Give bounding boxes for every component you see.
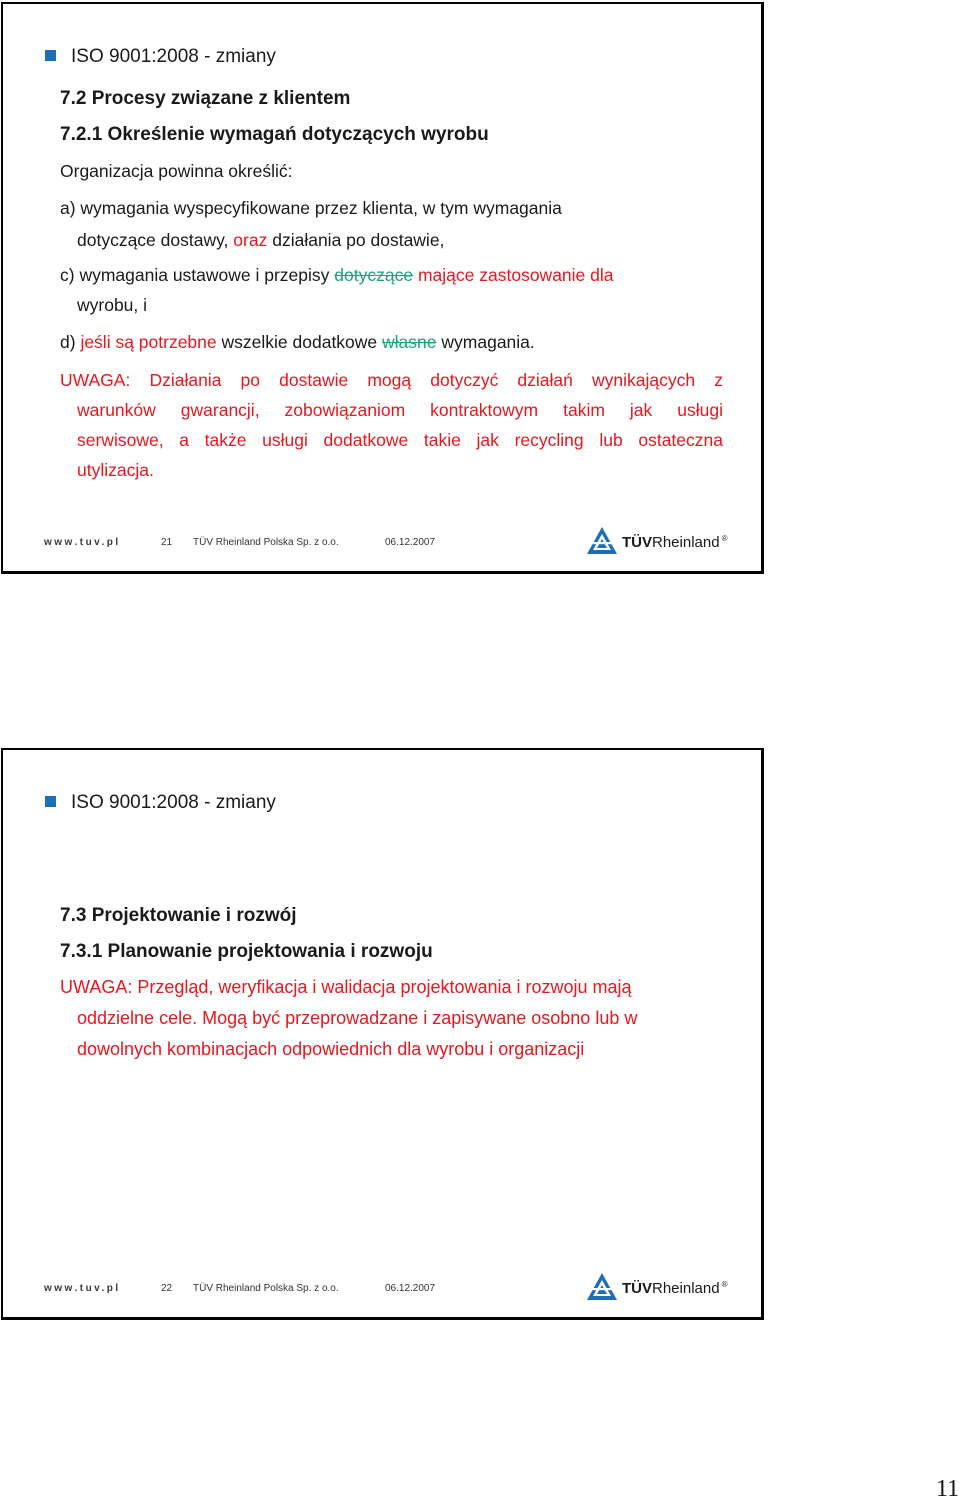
square-bullet-icon bbox=[45, 796, 56, 807]
slide-22 bbox=[1, 748, 764, 1320]
footer-page-number: 22 bbox=[161, 1283, 173, 1294]
logo-text: TÜVRheinland ® bbox=[622, 1280, 728, 1297]
note-line4: utylizacja. bbox=[77, 460, 154, 480]
footer-page-number: 21 bbox=[161, 537, 173, 548]
item-d: d) jeśli są potrzebne wszelkie dodatkowe własne wymagania. bbox=[60, 332, 535, 352]
slide-21 bbox=[1, 2, 764, 574]
item-c-line2: wyrobu, i bbox=[77, 295, 148, 315]
footer-date: 06.12.2007 bbox=[385, 537, 436, 548]
footer-website: www.tuv.pl bbox=[44, 537, 121, 548]
tuv-logo bbox=[586, 526, 736, 556]
intro-text: Organizacja powinna określić: bbox=[60, 161, 293, 181]
note-line3: dowolnych kombinacjach odpowiednich dla wyrobu i organizacji bbox=[77, 1039, 585, 1059]
footer-company: TÜV Rheinland Polska Sp. z o.o. bbox=[193, 537, 339, 548]
note-line2: warunków gwarancji, zobowiązaniom kontraktowym takim jak usługi bbox=[77, 400, 723, 420]
slide-header: ISO 9001:2008 - zmiany bbox=[45, 792, 276, 814]
note-line1: UWAGA: Przegląd, weryfikacja i walidacja projektowania i rozwoju mają bbox=[60, 977, 632, 997]
tuv-triangle-icon bbox=[586, 1272, 618, 1302]
item-c-line1: c) wymagania ustawowe i przepisy dotyczące mające zastosowanie dla bbox=[60, 265, 614, 285]
note-line2: oddzielne cele. Mogą być przeprowadzane i zapisywane osobno lub w bbox=[77, 1008, 638, 1028]
item-a-line1: a) wymagania wyspecyfikowane przez klienta, w tym wymagania bbox=[60, 198, 562, 218]
note-line1: UWAGA: Działania po dostawie mogą dotyczyć działań wynikających z bbox=[60, 370, 723, 390]
page-number: 11 bbox=[936, 1476, 960, 1502]
footer-date: 06.12.2007 bbox=[385, 1283, 436, 1294]
subsection-title: 7.2.1 Określenie wymagań dotyczących wyrobu bbox=[60, 124, 489, 145]
note-line3: serwisowe, a także usługi dodatkowe takie jak recycling lub ostateczna bbox=[77, 430, 723, 450]
section-title: 7.2 Procesy związane z klientem bbox=[60, 88, 351, 109]
slide-header: ISO 9001:2008 - zmiany bbox=[45, 46, 276, 68]
subsection-title: 7.3.1 Planowanie projektowania i rozwoju bbox=[60, 941, 433, 962]
section-title: 7.3 Projektowanie i rozwój bbox=[60, 905, 297, 926]
logo-text: TÜVRheinland ® bbox=[622, 534, 728, 551]
item-a-line2: dotyczące dostawy, oraz działania po dostawie, bbox=[77, 230, 445, 250]
square-bullet-icon bbox=[45, 50, 56, 61]
tuv-triangle-icon bbox=[586, 526, 618, 556]
footer-website: www.tuv.pl bbox=[44, 1283, 121, 1294]
tuv-logo bbox=[586, 1272, 736, 1302]
footer-company: TÜV Rheinland Polska Sp. z o.o. bbox=[193, 1283, 339, 1294]
